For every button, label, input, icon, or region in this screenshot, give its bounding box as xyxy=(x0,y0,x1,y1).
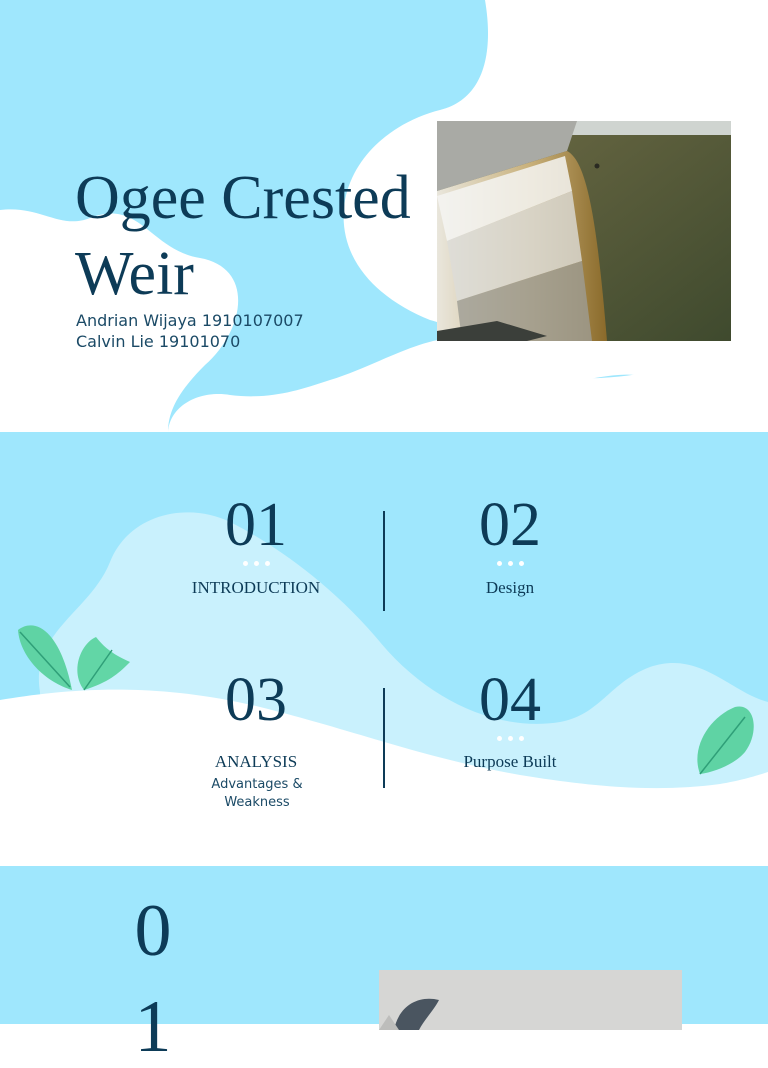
agenda-number-04: 04 xyxy=(479,666,541,734)
agenda-dots-01 xyxy=(176,558,336,566)
title-line-2: Weir xyxy=(75,240,194,308)
author-2: Calvin Lie 19101070 xyxy=(76,332,241,351)
agenda-slide xyxy=(0,432,768,866)
cover-slide xyxy=(0,0,768,432)
agenda-dots-04 xyxy=(430,733,590,741)
agenda-background-hills xyxy=(0,432,768,866)
presentation-title xyxy=(75,160,435,312)
agenda-dots-03 xyxy=(176,733,336,741)
divider-bottom xyxy=(383,688,385,788)
section-digit-0: 0 xyxy=(134,890,172,972)
section-slide xyxy=(0,866,768,1068)
agenda-dots-02 xyxy=(430,558,590,566)
section-digit-1: 1 xyxy=(134,986,172,1068)
agenda-number-02: 02 xyxy=(479,491,541,559)
divider-top xyxy=(383,511,385,611)
agenda-number-03: 03 xyxy=(225,666,287,734)
section-photo xyxy=(379,970,682,1030)
author-1: Andrian Wijaya 1910107007 xyxy=(76,311,304,330)
agenda-label-04: Purpose Built xyxy=(463,752,557,771)
weir-photo xyxy=(437,121,731,341)
agenda-label-03: ANALYSIS xyxy=(214,752,298,771)
agenda-label-02: Design xyxy=(485,578,535,597)
title-line-1: Ogee Crested xyxy=(75,164,411,232)
agenda-sub-03: Advantages & Weakness xyxy=(211,777,303,810)
agenda-number-01: 01 xyxy=(225,491,287,559)
agenda-label-01: INTRODUCTION xyxy=(191,578,321,597)
